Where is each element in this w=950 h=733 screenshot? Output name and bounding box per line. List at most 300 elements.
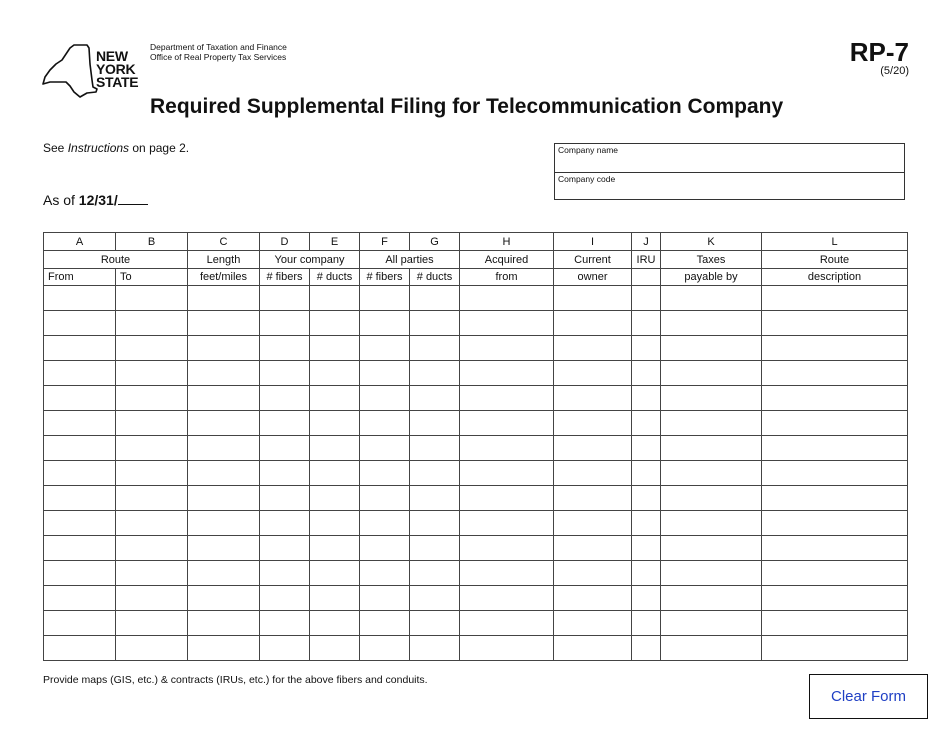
acquired-from-input[interactable] [460, 411, 553, 435]
table-cell-taxes-payable-by [661, 461, 762, 486]
length-input[interactable] [188, 461, 259, 485]
current-owner-input[interactable] [554, 536, 631, 560]
route-description-input[interactable] [762, 361, 907, 385]
table-cell-from [44, 386, 116, 411]
table-cell-current-owner [554, 286, 632, 311]
route-description-input[interactable] [762, 411, 907, 435]
company-ducts-input[interactable] [310, 486, 359, 510]
from-input[interactable] [44, 436, 115, 460]
from-input[interactable] [44, 336, 115, 360]
from-input[interactable] [44, 486, 115, 510]
logo-wordmark [96, 50, 138, 89]
clear-form-button[interactable]: Clear Form [809, 674, 928, 719]
all-fibers-input[interactable] [360, 611, 409, 635]
table-cell-to [116, 486, 188, 511]
acquired-from-input[interactable] [460, 536, 553, 560]
acquired-from-input[interactable] [460, 611, 553, 635]
table-cell-route-description [762, 286, 908, 311]
table-cell-company-fibers [260, 611, 310, 636]
route-description-input[interactable] [762, 586, 907, 610]
company-fibers-input[interactable] [260, 461, 309, 485]
as-of-label: As of [43, 192, 79, 208]
current-owner-input[interactable] [554, 611, 631, 635]
table-cell-taxes-payable-by [661, 411, 762, 436]
length-input[interactable] [188, 386, 259, 410]
table-row [44, 461, 908, 486]
from-input[interactable] [44, 586, 115, 610]
acquired-from-input[interactable] [460, 336, 553, 360]
to-header: To [116, 269, 188, 286]
table-cell-from [44, 561, 116, 586]
current-owner-input[interactable] [554, 286, 631, 310]
all-fibers-input[interactable] [360, 411, 409, 435]
table-cell-to [116, 436, 188, 461]
table-cell-length [188, 511, 260, 536]
all-ducts-input[interactable] [410, 586, 459, 610]
table-cell-company-ducts [310, 286, 360, 311]
iru-input[interactable] [632, 386, 660, 410]
table-cell-company-fibers [260, 586, 310, 611]
table-cell-company-fibers [260, 386, 310, 411]
company-info-box [554, 143, 905, 200]
to-input[interactable] [116, 336, 187, 360]
current-owner-input[interactable] [554, 561, 631, 585]
all-ducts-header: # ducts [410, 269, 460, 286]
current-owner-input[interactable] [554, 486, 631, 510]
current-owner-input[interactable] [554, 386, 631, 410]
company-fibers-input[interactable] [260, 561, 309, 585]
route-description-input[interactable] [762, 486, 907, 510]
table-cell-taxes-payable-by [661, 611, 762, 636]
company-fibers-input[interactable] [260, 586, 309, 610]
all-ducts-input[interactable] [410, 436, 459, 460]
from-input[interactable] [44, 386, 115, 410]
from-input[interactable] [44, 561, 115, 585]
table-row [44, 511, 908, 536]
to-input[interactable] [116, 461, 187, 485]
iru-input[interactable] [632, 511, 660, 535]
table-cell-route-description [762, 411, 908, 436]
table-cell-all-ducts [410, 436, 460, 461]
table-cell-all-fibers [360, 286, 410, 311]
company-fibers-input[interactable] [260, 386, 309, 410]
table-cell-company-ducts [310, 461, 360, 486]
iru-input[interactable] [632, 486, 660, 510]
iru-input[interactable] [632, 586, 660, 610]
company-fibers-input[interactable] [260, 536, 309, 560]
company-fibers-input[interactable] [260, 286, 309, 310]
current-owner-input[interactable] [554, 511, 631, 535]
all-fibers-input[interactable] [360, 536, 409, 560]
table-cell-company-fibers [260, 636, 310, 661]
table-cell-iru [632, 611, 661, 636]
all-ducts-input[interactable] [410, 511, 459, 535]
from-input[interactable] [44, 361, 115, 385]
all-fibers-input[interactable] [360, 336, 409, 360]
table-cell-company-fibers [260, 411, 310, 436]
table-row [44, 286, 908, 311]
table-cell-company-fibers [260, 511, 310, 536]
from-input[interactable] [44, 511, 115, 535]
company-fibers-input[interactable] [260, 636, 309, 660]
from-input[interactable] [44, 286, 115, 310]
table-cell-company-fibers [260, 561, 310, 586]
acquired-from-input[interactable] [460, 586, 553, 610]
route-description-input[interactable] [762, 561, 907, 585]
taxes-payable-by-input[interactable] [661, 461, 761, 485]
table-cell-to [116, 536, 188, 561]
table-cell-to [116, 611, 188, 636]
to-input[interactable] [116, 636, 187, 660]
table-cell-all-ducts [410, 286, 460, 311]
all-ducts-input[interactable] [410, 611, 459, 635]
to-input[interactable] [116, 361, 187, 385]
route-header: Route [44, 251, 188, 269]
current-owner-input[interactable] [554, 311, 631, 335]
table-cell-length [188, 636, 260, 661]
table-cell-all-ducts [410, 336, 460, 361]
table-row [44, 336, 908, 361]
company-fibers-header: # fibers [260, 269, 310, 286]
header-row-2 [44, 269, 908, 286]
taxes-payable-by-input[interactable] [661, 586, 761, 610]
all-fibers-input[interactable] [360, 386, 409, 410]
table-cell-route-description [762, 586, 908, 611]
acquired-from-input[interactable] [460, 511, 553, 535]
table-cell-to [116, 461, 188, 486]
taxes-payable-by-input[interactable] [661, 386, 761, 410]
table-cell-to [116, 386, 188, 411]
table-cell-current-owner [554, 311, 632, 336]
table-cell-length [188, 436, 260, 461]
all-fibers-input[interactable] [360, 511, 409, 535]
iru-input[interactable] [632, 311, 660, 335]
length-input[interactable] [188, 436, 259, 460]
table-cell-all-ducts [410, 636, 460, 661]
company-ducts-input[interactable] [310, 286, 359, 310]
all-ducts-input[interactable] [410, 361, 459, 385]
company-fibers-input[interactable] [260, 436, 309, 460]
iru-input[interactable] [632, 361, 660, 385]
company-ducts-input[interactable] [310, 511, 359, 535]
table-cell-length [188, 486, 260, 511]
all-fibers-input[interactable] [360, 561, 409, 585]
current-owner-input[interactable] [554, 361, 631, 385]
company-fibers-input[interactable] [260, 411, 309, 435]
company-ducts-input[interactable] [310, 386, 359, 410]
table-row [44, 361, 908, 386]
to-input[interactable] [116, 511, 187, 535]
table-cell-all-fibers [360, 636, 410, 661]
table-cell-current-owner [554, 386, 632, 411]
length-input[interactable] [188, 311, 259, 335]
to-input[interactable] [116, 486, 187, 510]
from-input[interactable] [44, 311, 115, 335]
table-cell-from [44, 311, 116, 336]
as-of-year-field[interactable] [118, 192, 148, 205]
table-cell-length [188, 336, 260, 361]
route-description-input[interactable] [762, 461, 907, 485]
instructions-note [43, 141, 189, 155]
table-cell-all-fibers [360, 336, 410, 361]
all-fibers-input[interactable] [360, 436, 409, 460]
length-input[interactable] [188, 361, 259, 385]
acquired-from-header: from [460, 269, 554, 286]
all-ducts-input[interactable] [410, 411, 459, 435]
table-cell-iru [632, 536, 661, 561]
iru-input[interactable] [632, 286, 660, 310]
to-input[interactable] [116, 586, 187, 610]
route-description-input[interactable] [762, 436, 907, 460]
length-input[interactable] [188, 586, 259, 610]
from-input[interactable] [44, 636, 115, 660]
taxes-payable-by-input[interactable] [661, 511, 761, 535]
table-cell-from [44, 436, 116, 461]
iru-input[interactable] [632, 336, 660, 360]
table-cell-acquired-from [460, 486, 554, 511]
from-input[interactable] [44, 611, 115, 635]
all-fibers-input[interactable] [360, 586, 409, 610]
table-cell-current-owner [554, 611, 632, 636]
taxes-payable-by-input[interactable] [661, 611, 761, 635]
iru-input[interactable] [632, 536, 660, 560]
table-cell-company-ducts [310, 311, 360, 336]
company-ducts-header: # ducts [310, 269, 360, 286]
from-input[interactable] [44, 536, 115, 560]
company-ducts-input[interactable] [310, 411, 359, 435]
taxes-payable-by-input[interactable] [661, 361, 761, 385]
from-input[interactable] [44, 411, 115, 435]
current-header: Current [554, 251, 632, 269]
table-cell-length [188, 361, 260, 386]
column-letter: J [632, 233, 661, 251]
table-cell-iru [632, 411, 661, 436]
company-ducts-input[interactable] [310, 561, 359, 585]
company-ducts-input[interactable] [310, 336, 359, 360]
table-cell-route-description [762, 311, 908, 336]
table-cell-acquired-from [460, 561, 554, 586]
length-input[interactable] [188, 511, 259, 535]
taxes-payable-by-input[interactable] [661, 286, 761, 310]
taxes-payable-by-input[interactable] [661, 561, 761, 585]
table-cell-to [116, 411, 188, 436]
department-info [150, 42, 287, 62]
table-cell-route-description [762, 611, 908, 636]
length-header: Length [188, 251, 260, 269]
table-cell-acquired-from [460, 336, 554, 361]
length-input[interactable] [188, 636, 259, 660]
all-fibers-input[interactable] [360, 486, 409, 510]
current-owner-input[interactable] [554, 436, 631, 460]
table-body [44, 286, 908, 661]
table-cell-acquired-from [460, 611, 554, 636]
current-owner-input[interactable] [554, 336, 631, 360]
taxes-payable-by-input[interactable] [661, 311, 761, 335]
logo-line: NEW [96, 48, 128, 64]
route-description-input[interactable] [762, 286, 907, 310]
iru-input[interactable] [632, 411, 660, 435]
all-ducts-input[interactable] [410, 561, 459, 585]
current-owner-input[interactable] [554, 461, 631, 485]
company-fibers-input[interactable] [260, 611, 309, 635]
table-cell-acquired-from [460, 511, 554, 536]
route-description-input[interactable] [762, 386, 907, 410]
length-input[interactable] [188, 561, 259, 585]
taxes-payable-by-input[interactable] [661, 336, 761, 360]
table-cell-acquired-from [460, 536, 554, 561]
table-cell-route-description [762, 511, 908, 536]
from-input[interactable] [44, 461, 115, 485]
current-owner-input[interactable] [554, 411, 631, 435]
acquired-from-input[interactable] [460, 461, 553, 485]
taxes-payable-by-input[interactable] [661, 536, 761, 560]
route-description-input[interactable] [762, 636, 907, 660]
column-letter: G [410, 233, 460, 251]
table-cell-all-fibers [360, 611, 410, 636]
acquired-from-input[interactable] [460, 561, 553, 585]
payable-by-header: payable by [661, 269, 762, 286]
company-fibers-input[interactable] [260, 486, 309, 510]
all-fibers-input[interactable] [360, 461, 409, 485]
length-input[interactable] [188, 611, 259, 635]
acquired-from-input[interactable] [460, 361, 553, 385]
table-cell-company-fibers [260, 311, 310, 336]
acquired-from-input[interactable] [460, 386, 553, 410]
length-input[interactable] [188, 336, 259, 360]
length-input[interactable] [188, 286, 259, 310]
all-ducts-input[interactable] [410, 286, 459, 310]
table-cell-all-fibers [360, 411, 410, 436]
table-cell-route-description [762, 336, 908, 361]
table-cell-iru [632, 511, 661, 536]
all-fibers-input[interactable] [360, 636, 409, 660]
to-input[interactable] [116, 536, 187, 560]
owner-header: owner [554, 269, 632, 286]
company-ducts-input[interactable] [310, 611, 359, 635]
all-fibers-input[interactable] [360, 361, 409, 385]
table-cell-all-ducts [410, 461, 460, 486]
table-cell-all-ducts [410, 586, 460, 611]
table-cell-current-owner [554, 336, 632, 361]
table-cell-to [116, 286, 188, 311]
column-letter: E [310, 233, 360, 251]
table-cell-to [116, 586, 188, 611]
route-description-input[interactable] [762, 511, 907, 535]
table-cell-taxes-payable-by [661, 361, 762, 386]
company-name-label: Company name [558, 145, 619, 155]
company-ducts-input[interactable] [310, 461, 359, 485]
company-ducts-input[interactable] [310, 436, 359, 460]
all-ducts-input[interactable] [410, 386, 459, 410]
route-description-input[interactable] [762, 611, 907, 635]
acquired-from-input[interactable] [460, 311, 553, 335]
route-description-input[interactable] [762, 311, 907, 335]
route-description-input[interactable] [762, 336, 907, 360]
acquired-from-input[interactable] [460, 486, 553, 510]
table-cell-taxes-payable-by [661, 386, 762, 411]
company-fibers-input[interactable] [260, 361, 309, 385]
all-ducts-input[interactable] [410, 636, 459, 660]
acquired-from-input[interactable] [460, 636, 553, 660]
table-cell-length [188, 586, 260, 611]
company-ducts-input[interactable] [310, 311, 359, 335]
company-fibers-input[interactable] [260, 336, 309, 360]
iru-input[interactable] [632, 461, 660, 485]
table-cell-iru [632, 436, 661, 461]
table-cell-taxes-payable-by [661, 486, 762, 511]
table-cell-route-description [762, 361, 908, 386]
taxes-payable-by-input[interactable] [661, 636, 761, 660]
iru-input[interactable] [632, 436, 660, 460]
company-fibers-input[interactable] [260, 311, 309, 335]
acquired-from-input[interactable] [460, 286, 553, 310]
table-cell-company-fibers [260, 536, 310, 561]
to-input[interactable] [116, 311, 187, 335]
table-cell-all-ducts [410, 536, 460, 561]
current-owner-input[interactable] [554, 636, 631, 660]
table-cell-iru [632, 561, 661, 586]
all-ducts-input[interactable] [410, 486, 459, 510]
table-cell-acquired-from [460, 311, 554, 336]
iru-input[interactable] [632, 636, 660, 660]
column-letter: A [44, 233, 116, 251]
to-input[interactable] [116, 611, 187, 635]
to-input[interactable] [116, 386, 187, 410]
iru-input[interactable] [632, 561, 660, 585]
company-name-input[interactable] [558, 158, 901, 171]
table-cell-company-ducts [310, 486, 360, 511]
to-input[interactable] [116, 411, 187, 435]
all-ducts-input[interactable] [410, 461, 459, 485]
table-cell-acquired-from [460, 461, 554, 486]
length-input[interactable] [188, 486, 259, 510]
all-fibers-input[interactable] [360, 286, 409, 310]
to-input[interactable] [116, 561, 187, 585]
length-input[interactable] [188, 411, 259, 435]
footnote: Provide maps (GIS, etc.) & contracts (IRUs, etc.) for the above fibers and conduits. [43, 674, 428, 686]
table-cell-route-description [762, 636, 908, 661]
all-ducts-input[interactable] [410, 336, 459, 360]
table-cell-from [44, 286, 116, 311]
column-letter: B [116, 233, 188, 251]
table-cell-iru [632, 386, 661, 411]
current-owner-input[interactable] [554, 586, 631, 610]
taxes-payable-by-input[interactable] [661, 436, 761, 460]
column-letter-row [44, 233, 908, 251]
table-cell-iru [632, 361, 661, 386]
to-input[interactable] [116, 286, 187, 310]
acquired-from-input[interactable] [460, 436, 553, 460]
taxes-payable-by-input[interactable] [661, 486, 761, 510]
table-cell-route-description [762, 386, 908, 411]
company-ducts-input[interactable] [310, 536, 359, 560]
iru-input[interactable] [632, 611, 660, 635]
table-cell-all-fibers [360, 361, 410, 386]
company-code-input[interactable] [558, 186, 901, 199]
taxes-payable-by-input[interactable] [661, 411, 761, 435]
length-input[interactable] [188, 536, 259, 560]
to-input[interactable] [116, 436, 187, 460]
all-fibers-input[interactable] [360, 311, 409, 335]
company-ducts-input[interactable] [310, 586, 359, 610]
table-cell-company-ducts [310, 561, 360, 586]
company-fibers-input[interactable] [260, 511, 309, 535]
all-ducts-input[interactable] [410, 311, 459, 335]
company-ducts-input[interactable] [310, 361, 359, 385]
all-ducts-input[interactable] [410, 536, 459, 560]
company-ducts-input[interactable] [310, 636, 359, 660]
route-description-input[interactable] [762, 536, 907, 560]
